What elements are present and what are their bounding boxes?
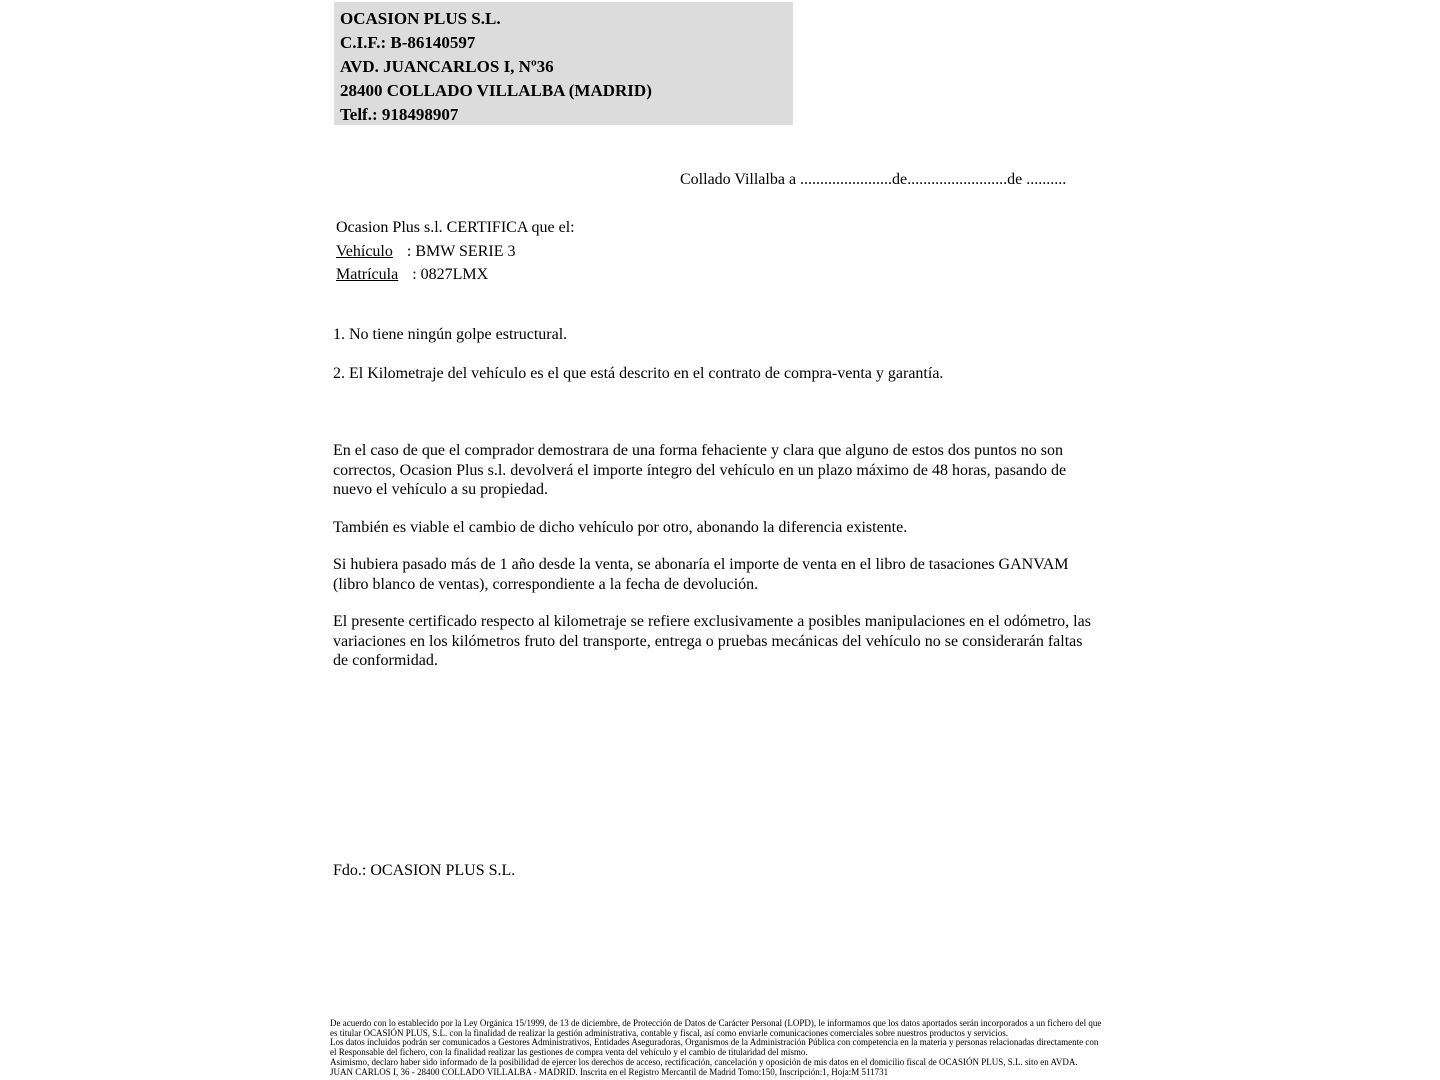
plate-row <box>336 263 575 287</box>
company-header-block <box>334 2 793 125</box>
legal-fine-print <box>330 1019 1102 1077</box>
vehicle-value: : BMW SERIE 3 <box>406 242 516 260</box>
company-address: AVD. JUANCARLOS I, Nº36 <box>340 57 554 76</box>
vehicle-label: Vehículo <box>336 242 393 260</box>
date-line: Collado Villalba a .......................de.........................de .......... <box>680 171 1067 188</box>
company-city: 28400 COLLADO VILLALBA (MADRID) <box>340 81 652 100</box>
paragraph-odometer: El presente certificado respecto al kilometraje se refiere exclusivamente a posibles manipulaciones en el odómetro, las variaciones en los kilómetros fruto del transporte, entrega o pruebas mecánicas del vehículo no se considerarán faltas de conformidad. <box>333 613 1091 669</box>
body-paragraphs <box>333 441 1099 689</box>
legal-paragraph-data-sharing: Los datos incluidos podrán ser comunicados a Gestores Administrativos, Entidades Aseguradoras, Organismos de la Administración Pública con competencia en la materia y personas relacionadas directamente con el Responsable del fichero, con la finalidad realizar las gestiones de compra venta del vehículo y el cambio de titularidad del mismo. <box>330 1037 1099 1058</box>
legal-paragraph-lopd: De acuerdo con lo establecido por la Ley Orgánica 15/1999, de 13 de diciembre, de Protección de Datos de Carácter Personal (LOPD), le informamos que los datos aportados serán incorporados a un fichero del que es titular OCASIÓN PLUS, S.L. con la finalidad de realizar la gestión administrativa, contable y fiscal, así como enviarle comunicaciones comerciales sobre nuestros productos y servicios. <box>330 1018 1102 1038</box>
certificate-intro: Ocasion Plus s.l. CERTIFICA que el: <box>336 219 575 236</box>
certificate-block <box>336 216 575 287</box>
signature-line: Fdo.: OCASION PLUS S.L. <box>333 862 516 879</box>
points-block <box>333 325 1097 402</box>
company-cif: C.I.F.: B-86140597 <box>340 33 476 52</box>
legal-paragraph-rights: Asimismo, declaro haber sido informado de la posibilidad de ejercer los derechos de acceso, rectificación, cancelación y oposición de mis datos en el domicilio fiscal de OCASIÓN PLUS, S.L. sito en AVDA. JUAN CARLOS I, 36 - 28400 COLLADO VILLALBA - MADRID. Inscrita en el Registro Mercantil de Madrid Tomo:150, Inscripción:1, Hoja:M 511731 <box>330 1056 1078 1077</box>
plate-label: Matrícula <box>336 266 399 283</box>
paragraph-exchange: También es viable el cambio de dicho vehículo por otro, abonando la diferencia existente. <box>333 518 908 536</box>
plate-value: : 0827LMX <box>412 266 489 283</box>
paragraph-refund: En el caso de que el comprador demostrara de una forma fehaciente y clara que alguno de estos dos puntos no son correctos, Ocasion Plus s.l. devolverá el importe íntegro del vehículo en un plazo máximo de 48 horas, pasando de nuevo el vehículo a su propiedad. <box>333 442 1067 498</box>
paragraph-ganvam: Si hubiera pasado más de 1 año desde la venta, se abonaría el importe de venta en el libro de tasaciones GANVAM (libro blanco de ventas), correspondiente a la fecha de devolución. <box>333 556 1069 593</box>
company-name: OCASION PLUS S.L. <box>340 9 501 28</box>
point-2: 2. El Kilometraje del vehículo es el que está descrito en el contrato de compra-venta y garantía. <box>333 364 944 382</box>
point-1: 1. No tiene ningún golpe estructural. <box>333 326 568 343</box>
company-phone: Telf.: 918498907 <box>340 105 459 124</box>
vehicle-row <box>336 240 575 264</box>
